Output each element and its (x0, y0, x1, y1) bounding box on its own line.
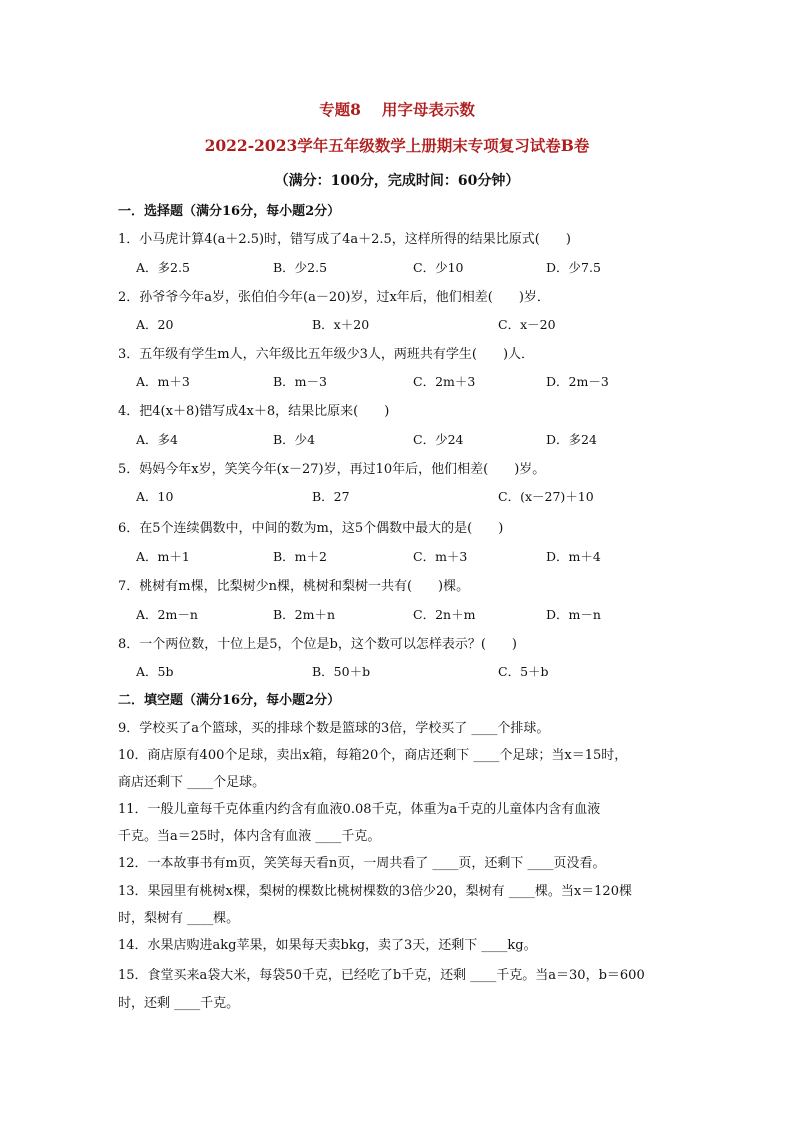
q2-option-a[interactable]: A．20 (136, 317, 174, 332)
exam-title: 2022-2023学年五年级数学上册期末专项复习试卷B卷 (204, 136, 590, 155)
question-5: 5．妈妈今年x岁，笑笑今年(x－27)岁，再过10年后，他们相差( )岁。 (118, 462, 546, 477)
q7-option-b[interactable]: B．2m＋n (273, 607, 336, 622)
question-3: 3．五年级有学生m人，六年级比五年级少3人，两班共有学生( )人． (118, 347, 535, 362)
q7-option-a[interactable]: A．2m－n (136, 607, 198, 622)
q6-option-a[interactable]: A．m＋1 (136, 549, 190, 564)
q8-option-b[interactable]: B．50＋b (312, 664, 371, 679)
q3-option-b[interactable]: B．m－3 (273, 374, 327, 389)
q5-option-b[interactable]: B．27 (312, 489, 350, 504)
q3-option-c[interactable]: C．2m＋3 (413, 374, 476, 389)
q8-option-a[interactable]: A．5b (136, 664, 174, 679)
q3-option-d[interactable]: D．2m－3 (546, 374, 609, 389)
question-15: 15．食堂买来a袋大米，每袋50千克，已经吃了b千克，还剩 ____千克。当a＝30，b＝600 (118, 968, 645, 983)
question-2: 2．孙爷爷今年a岁，张伯伯今年(a－20)岁，过x年后，他们相差( )岁． (118, 290, 550, 305)
question-15-continued: 时，还剩 ____千克。 (118, 996, 240, 1011)
topic-title: 专题8 用字母表示数 (319, 100, 475, 119)
question-7: 7．桃树有m棵，比梨树少n棵，桃树和梨树一共有( )棵。 (118, 579, 470, 594)
question-10-continued: 商店还剩下 ____个足球。 (118, 775, 266, 790)
q2-option-b[interactable]: B．x＋20 (312, 317, 370, 332)
question-1: 1．小马虎计算4(a＋2.5)时，错写成了4a＋2.5，这样所得的结果比原式( ) (118, 232, 571, 247)
exam-subtitle: （满分：100分，完成时间：60分钟） (274, 173, 520, 189)
question-4: 4．把4(x＋8)错写成4x＋8，结果比原来( ) (118, 404, 390, 419)
question-10: 10．商店原有400个足球，卖出x箱，每箱20个，商店还剩下 ____个足球；当x＝15时， (118, 748, 628, 763)
q5-option-a[interactable]: A．10 (136, 489, 174, 504)
q8-option-c[interactable]: C．5＋b (498, 664, 549, 679)
question-6: 6．在5个连续偶数中，中间的数为m，这5个偶数中最大的是( ) (118, 521, 504, 536)
q2-option-c[interactable]: C．x－20 (498, 317, 556, 332)
q4-option-d[interactable]: D．多24 (546, 432, 597, 447)
question-9: 9．学校买了a个篮球，买的排球个数是篮球的3倍，学校买了 ____个排球。 (118, 721, 550, 736)
q4-option-c[interactable]: C．少24 (413, 432, 464, 447)
question-11-continued: 千克。当a＝25时，体内含有血液 ____千克。 (118, 829, 381, 844)
q6-option-c[interactable]: C．m＋3 (413, 549, 468, 564)
question-14: 14．水果店购进akg苹果，如果每天卖bkg，卖了3天，还剩下 ____kg。 (118, 938, 537, 953)
q7-option-c[interactable]: C．2n＋m (413, 607, 476, 622)
question-11: 11．一般儿童每千克体重内约含有血液0.08千克，体重为a千克的儿童体内含有血液 (118, 802, 601, 817)
question-8: 8．一个两位数，十位上是5，个位是b，这个数可以怎样表示？( ) (118, 637, 518, 652)
q1-option-d[interactable]: D．少7.5 (546, 260, 601, 275)
question-13-continued: 时，梨树有 ____棵。 (118, 911, 240, 926)
q4-option-a[interactable]: A．多4 (136, 432, 178, 447)
section-fill-heading: 二．填空题（满分16分，每小题2分） (118, 693, 341, 708)
q1-option-a[interactable]: A．多2.5 (136, 260, 190, 275)
section-choice-heading: 一．选择题（满分16分，每小题2分） (118, 204, 341, 219)
q6-option-b[interactable]: B．m＋2 (273, 549, 327, 564)
q1-option-c[interactable]: C．少10 (413, 260, 464, 275)
q7-option-d[interactable]: D．m－n (546, 607, 601, 622)
q5-option-c[interactable]: C．(x－27)＋10 (498, 489, 594, 504)
q3-option-a[interactable]: A．m＋3 (136, 374, 190, 389)
q6-option-d[interactable]: D．m＋4 (546, 549, 601, 564)
question-13: 13．果园里有桃树x棵，梨树的棵数比桃树棵数的3倍少20，梨树有 ____棵。当x＝120棵 (118, 884, 632, 899)
question-12: 12．一本故事书有m页，笑笑每天看n页，一周共看了 ____页，还剩下 ____页没看。 (118, 856, 606, 871)
q4-option-b[interactable]: B．少4 (273, 432, 316, 447)
q1-option-b[interactable]: B．少2.5 (273, 260, 328, 275)
